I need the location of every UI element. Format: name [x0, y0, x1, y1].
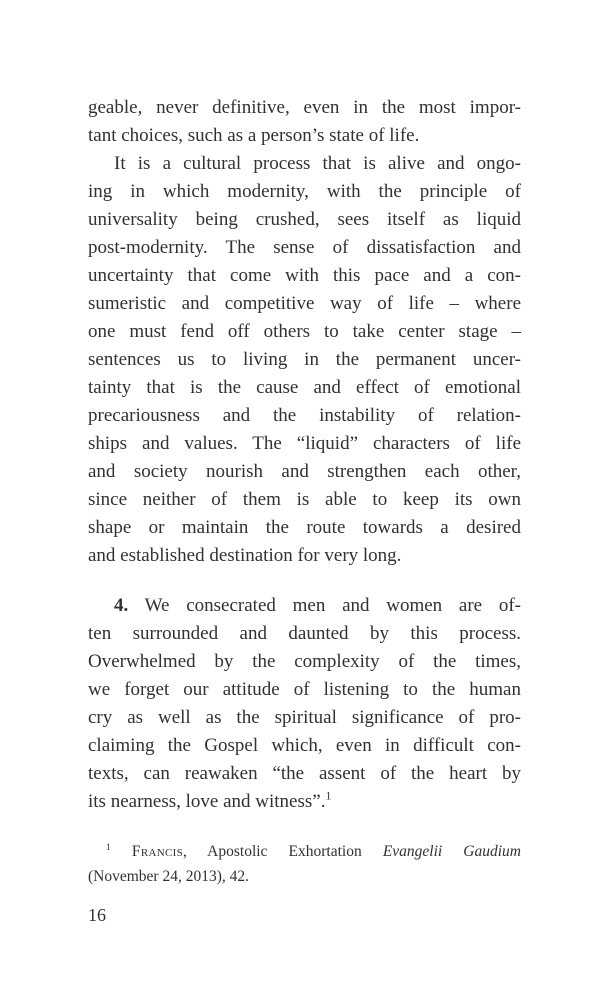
text-line	[88, 262, 521, 290]
paragraph-section-4	[88, 592, 521, 816]
body-text	[88, 94, 521, 816]
text-line	[88, 486, 521, 514]
text-line	[88, 346, 521, 374]
text-segment: Overwhelmed by the complexity of the times,	[88, 651, 521, 672]
text-line	[88, 318, 521, 346]
text-segment: Evangelii Gaudium	[382, 843, 521, 860]
text-line	[88, 234, 521, 262]
text-segment: geable, never definitive, even in the most impor-	[88, 97, 521, 118]
text-line	[88, 458, 521, 486]
text-segment: we forget our attitude of listening to the human	[88, 679, 521, 700]
text-line	[88, 840, 521, 865]
text-segment: ing in which modernity, with the principle of	[88, 181, 521, 202]
footnote-marker: 1	[325, 789, 332, 803]
text-line	[88, 648, 521, 676]
text-segment: 4.	[114, 595, 129, 616]
text-line	[88, 732, 521, 760]
text-line	[88, 592, 521, 620]
paragraph-cultural-process	[88, 150, 521, 570]
text-line	[88, 542, 521, 570]
text-line	[88, 676, 521, 704]
text-line	[88, 150, 521, 178]
paragraph-continuation	[88, 94, 521, 150]
text-segment: post-modernity. The sense of dissatisfaction and	[88, 237, 521, 258]
text-segment: (November 24, 2013), 42.	[88, 867, 249, 885]
text-segment: texts, can reawaken “the assent of the heart by	[88, 763, 521, 784]
text-segment: , Apostolic Exhortation	[183, 843, 383, 860]
text-line	[88, 865, 521, 890]
text-line	[88, 374, 521, 402]
text-segment: uncertainty that come with this pace and a con-	[88, 265, 521, 286]
text-segment: one must fend off others to take center stage –	[88, 321, 521, 342]
text-segment: sumeristic and competitive way of life – where	[88, 293, 521, 314]
page-number: 16	[88, 905, 106, 925]
text-segment: universality being crushed, sees itself as liquid	[88, 209, 521, 230]
text-segment: We consecrated men and women are of-	[128, 595, 521, 616]
text-segment: ships and values. The “liquid” characters of life	[88, 433, 521, 454]
footnote	[88, 840, 521, 889]
text-line	[88, 760, 521, 788]
text-segment: since neither of them is able to keep its own	[88, 489, 521, 510]
text-segment: claiming the Gospel which, even in difficult con-	[88, 735, 521, 756]
text-line	[88, 290, 521, 318]
text-segment: precariousness and the instability of relation-	[88, 405, 521, 426]
text-segment: It is a cultural process that is alive and ongo-	[114, 153, 521, 174]
text-line	[88, 122, 521, 150]
text-segment: Francis	[131, 843, 184, 860]
text-segment: tant choices, such as a person’s state of life.	[88, 125, 420, 146]
text-segment: and established destination for very long.	[88, 545, 402, 566]
text-line	[88, 94, 521, 122]
text-segment: its nearness, love and witness”.	[88, 791, 326, 812]
text-line	[88, 430, 521, 458]
text-line	[88, 206, 521, 234]
text-segment: and society nourish and strengthen each other,	[88, 461, 521, 482]
text-segment: ten surrounded and daunted by this process.	[88, 623, 521, 644]
text-line	[88, 178, 521, 206]
text-segment: tainty that is the cause and effect of emotional	[88, 377, 521, 398]
text-segment: sentences us to living in the permanent uncer-	[88, 349, 521, 370]
text-line	[88, 620, 521, 648]
text-segment: cry as well as the spiritual significance of pro-	[88, 707, 521, 728]
footnote-marker: 1	[106, 841, 111, 853]
text-line	[88, 788, 521, 816]
text-line	[88, 704, 521, 732]
text-segment	[111, 843, 132, 860]
text-line	[88, 514, 521, 542]
text-segment: shape or maintain the route towards a desired	[88, 517, 521, 538]
text-line	[88, 402, 521, 430]
